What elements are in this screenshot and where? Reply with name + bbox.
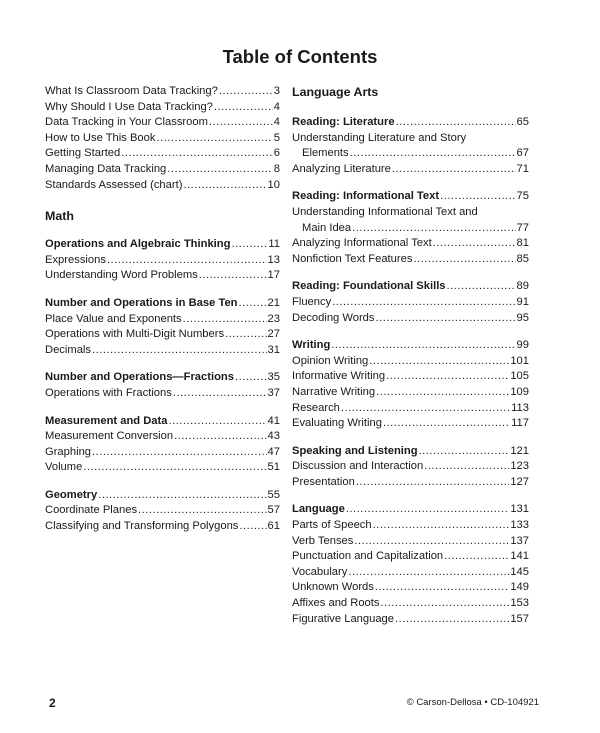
toc-entry: Discussion and Interaction ..... 123 [292,459,529,475]
toc-entry: Getting Started ..... 6 [45,146,280,162]
toc-section: Reading: Literature ..... 65 [292,115,529,131]
toc-entry: Nonfiction Text Features ..... 85 [292,252,529,268]
toc-entry: Narrative Writing ..... 109 [292,385,529,401]
toc-entry: Place Value and Exponents ..... 23 [45,312,280,328]
toc-section: Language ..... 131 [292,502,529,518]
toc-section: Measurement and Data ..... 41 [45,414,280,430]
toc-entry: Volume ..... 51 [45,460,280,476]
toc-entry-line: Understanding Informational Text and [292,205,478,218]
toc-entry: Affixes and Roots ..... 153 [292,596,529,612]
toc-entry: Figurative Language ..... 157 [292,612,529,628]
toc-entry: How to Use This Book ..... 5 [45,131,280,147]
toc-entry: Operations with Fractions ..... 37 [45,386,280,402]
toc-section: Geometry ..... 55 [45,488,280,504]
toc-entry: Managing Data Tracking ..... 8 [45,162,280,178]
intro-list [45,84,280,193]
toc-entry: Research ..... 113 [292,401,529,417]
toc-entry: Evaluating Writing ..... 117 [292,416,529,432]
copyright-credit: © Carson-Dellosa • CD-104921 [406,697,539,708]
toc-entry: Presentation ..... 127 [292,475,529,491]
toc-entry: Classifying and Transforming Polygons ..... 61 [45,519,280,535]
toc-section: Writing ..... 99 [292,338,529,354]
toc-entry: Decimals ..... 31 [45,343,280,359]
toc-entry: Understanding Word Problems ..... 17 [45,268,280,284]
toc-entry: Elements ..... 67 [292,146,529,162]
left-column [45,84,280,535]
toc-entry: Vocabulary ..... 145 [292,565,529,581]
page-number: 2 [49,696,56,710]
page-title: Table of Contents [222,46,378,67]
toc-entry: Standards Assessed (chart) ..... 10 [45,178,280,194]
toc-entry: Measurement Conversion ..... 43 [45,429,280,445]
math-heading: Math [45,209,74,224]
toc-section: Number and Operations in Base Ten ..... 21 [45,296,280,312]
toc-entry: Data Tracking in Your Classroom ..... 4 [45,115,280,131]
toc-entry-line: Understanding Literature and Story [292,131,467,144]
toc-entry: Parts of Speech ..... 133 [292,518,529,534]
toc-section: Number and Operations—Fractions ..... 35 [45,370,280,386]
toc-entry: Operations with Multi-Digit Numbers ..... 27 [45,327,280,343]
language-arts-heading: Language Arts [292,85,379,99]
toc-entry: Verb Tenses ..... 137 [292,534,529,550]
toc-entry: Coordinate Planes ..... 57 [45,503,280,519]
toc-entry: Opinion Writing ..... 101 [292,354,529,370]
toc-section: Operations and Algebraic Thinking ..... 11 [45,237,280,253]
toc-entry: Analyzing Informational Text ..... 81 [292,236,529,252]
toc-entry: What Is Classroom Data Tracking? ..... 3 [45,84,280,100]
toc-entry: Main Idea ..... 77 [292,221,529,237]
toc-section: Speaking and Listening ..... 121 [292,444,529,460]
toc-entry: Informative Writing ..... 105 [292,369,529,385]
toc-entry: Expressions ..... 13 [45,253,280,269]
toc-section: Reading: Informational Text ..... 75 [292,189,529,205]
toc-entry: Fluency ..... 91 [292,295,529,311]
right-column [292,84,529,627]
toc-entry: Why Should I Use Data Tracking? ..... 4 [45,100,280,116]
toc-entry: Unknown Words ..... 149 [292,580,529,596]
toc-section: Reading: Foundational Skills ..... 89 [292,279,529,295]
toc-entry: Decoding Words ..... 95 [292,311,529,327]
toc-entry: Punctuation and Capitalization ..... 141 [292,549,529,565]
toc-entry: Analyzing Literature ..... 71 [292,162,529,178]
toc-entry: Graphing ..... 47 [45,445,280,461]
